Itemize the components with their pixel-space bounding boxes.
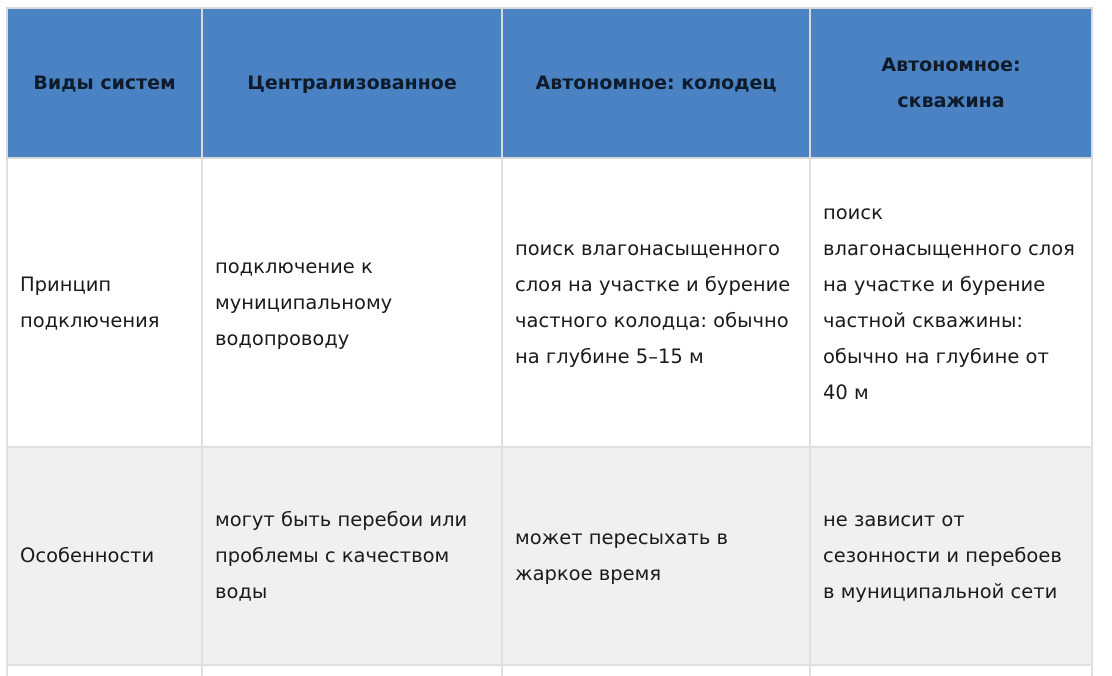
row-label-connection-principle: Принцип подключения [7,158,202,447]
table-body [7,158,1092,676]
cell-centralized-features: могут быть перебои или проблемы с качеством воды [202,447,502,665]
cell-well-connection: поиск влагонасыщенного слоя на участке и бурение частного колодца: обычно на глубине 5–15 м [502,158,810,447]
header-autonomous-borehole: Автономное: скважина [810,8,1092,158]
water-supply-comparison-table [6,7,1093,676]
table-header [7,8,1092,158]
header-autonomous-well: Автономное: колодец [502,8,810,158]
table-row [7,158,1092,447]
row-label-features: Особенности [7,447,202,665]
header-row [7,8,1092,158]
table-row [7,447,1092,665]
header-centralized: Централизованное [202,8,502,158]
cell-centralized-connection: подключение к муниципальному водопроводу [202,158,502,447]
empty-cell [202,665,502,676]
table-row-partial [7,665,1092,676]
cell-borehole-connection: поиск влагонасыщенного слоя на участке и бурение частной скважины: обычно на глубине от 40 м [810,158,1092,447]
empty-cell [7,665,202,676]
cell-well-features: может пересыхать в жаркое время [502,447,810,665]
empty-cell [810,665,1092,676]
cell-borehole-features: не зависит от сезонности и перебоев в муниципальной сети [810,447,1092,665]
empty-cell [502,665,810,676]
header-system-types: Виды систем [7,8,202,158]
